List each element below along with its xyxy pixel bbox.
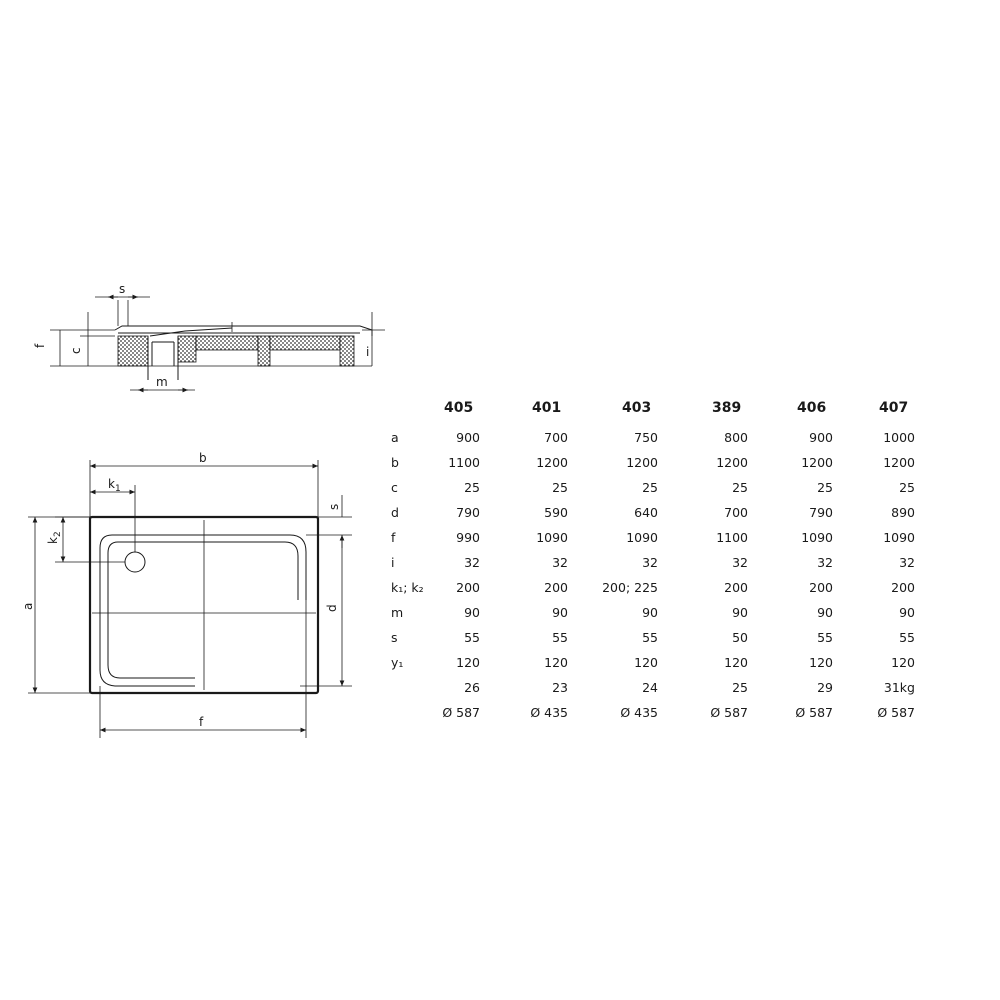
row-label-5: i xyxy=(391,555,395,570)
table-cell: 1090 xyxy=(536,530,568,545)
table-cell: 700 xyxy=(544,430,568,445)
plan-label-k1: $k_1$ xyxy=(108,477,121,494)
section-label-s: s xyxy=(119,282,126,296)
table-cell: 26 xyxy=(464,680,480,695)
table-cell: 200 xyxy=(809,580,833,595)
table-cell: 90 xyxy=(732,605,748,620)
section-label-f: f xyxy=(33,343,47,348)
table-cell: 32 xyxy=(817,555,833,570)
table-cell: 32 xyxy=(732,555,748,570)
dimension-table xyxy=(385,400,930,730)
table-cell: 120 xyxy=(891,655,915,670)
row-label-4: f xyxy=(391,530,396,545)
table-cell: 200 xyxy=(891,580,915,595)
table-cell: 1200 xyxy=(626,455,658,470)
table-cell: 55 xyxy=(464,630,480,645)
table-cell: 32 xyxy=(899,555,915,570)
table-cell: 800 xyxy=(724,430,748,445)
table-cell: 1000 xyxy=(883,430,915,445)
row-label-2: c xyxy=(391,480,398,495)
table-cell: 1100 xyxy=(716,530,748,545)
table-cell: 700 xyxy=(724,505,748,520)
table-cell: 200 xyxy=(544,580,568,595)
table-cell: 1200 xyxy=(716,455,748,470)
table-cell: Ø 435 xyxy=(530,705,568,720)
row-label-7: m xyxy=(391,605,404,620)
table-cell: 25 xyxy=(732,480,748,495)
table-cell: 90 xyxy=(817,605,833,620)
table-cell: Ø 435 xyxy=(620,705,658,720)
table-cell: 23 xyxy=(552,680,568,695)
table-cell: 790 xyxy=(456,505,480,520)
table-cell: 900 xyxy=(456,430,480,445)
table-cell: 200; 225 xyxy=(602,580,658,595)
plan-label-b: b xyxy=(199,451,207,465)
plan-label-f: f xyxy=(199,715,204,729)
table-cell: 1100 xyxy=(448,455,480,470)
model-header-5: 407 xyxy=(879,400,909,416)
table-cell: 90 xyxy=(552,605,568,620)
drain-hole xyxy=(125,552,145,572)
row-label-0: a xyxy=(391,430,399,445)
table-cell: 55 xyxy=(552,630,568,645)
table-cell: 120 xyxy=(544,655,568,670)
table-cell: 55 xyxy=(642,630,658,645)
row-label-1: b xyxy=(391,455,399,470)
table-cell: 55 xyxy=(899,630,915,645)
row-label-3: d xyxy=(391,505,399,520)
table-cell: 990 xyxy=(456,530,480,545)
row-label-6: k₁; k₂ xyxy=(391,580,424,595)
support-foam xyxy=(118,336,354,366)
section-label-i: i xyxy=(366,345,370,359)
table-cell: 32 xyxy=(464,555,480,570)
model-header-1: 401 xyxy=(532,400,562,416)
table-cell: Ø 587 xyxy=(710,705,748,720)
row-label-8: s xyxy=(391,630,398,645)
table-cell: 120 xyxy=(809,655,833,670)
table-cell: 24 xyxy=(642,680,658,695)
plan-label-s: s xyxy=(327,503,341,510)
table-cell: 25 xyxy=(642,480,658,495)
table-cell: 32 xyxy=(642,555,658,570)
table-cell: 29 xyxy=(817,680,833,695)
row-label-9: y₁ xyxy=(391,655,404,670)
table-cell: 1200 xyxy=(883,455,915,470)
table-cell: 90 xyxy=(899,605,915,620)
table-cell: 90 xyxy=(464,605,480,620)
table-cell: 120 xyxy=(456,655,480,670)
table-cell: 25 xyxy=(817,480,833,495)
table-cell: 1200 xyxy=(801,455,833,470)
model-header-0: 405 xyxy=(444,400,474,416)
table-cell: 25 xyxy=(552,480,568,495)
table-cell: 25 xyxy=(899,480,915,495)
table-cell: 900 xyxy=(809,430,833,445)
table-cell: 31kg xyxy=(883,680,915,695)
table-cell: 32 xyxy=(552,555,568,570)
table-cell: 1090 xyxy=(801,530,833,545)
table-cell: 590 xyxy=(544,505,568,520)
table-cell: 50 xyxy=(732,630,748,645)
cross-section xyxy=(33,282,385,390)
model-header-4: 406 xyxy=(797,400,827,416)
table-cell: 890 xyxy=(891,505,915,520)
table-cell: 1090 xyxy=(626,530,658,545)
table-cell: 120 xyxy=(634,655,658,670)
table-cell: 55 xyxy=(817,630,833,645)
table-cell: 1090 xyxy=(883,530,915,545)
table-cell: 640 xyxy=(634,505,658,520)
plan-label-k2: $k_2$ xyxy=(46,531,63,544)
table-cell: Ø 587 xyxy=(442,705,480,720)
table-cell: Ø 587 xyxy=(877,705,915,720)
table-cell: 750 xyxy=(634,430,658,445)
model-header-3: 389 xyxy=(712,400,742,416)
table-cell: 200 xyxy=(456,580,480,595)
plan-label-a: a xyxy=(21,602,35,610)
table-cell: 90 xyxy=(642,605,658,620)
section-label-m: m xyxy=(156,375,168,389)
table-cell: 790 xyxy=(809,505,833,520)
table-cell: 25 xyxy=(732,680,748,695)
table-cell: 120 xyxy=(724,655,748,670)
table-cell: Ø 587 xyxy=(795,705,833,720)
table-cell: 1200 xyxy=(536,455,568,470)
table-cell: 25 xyxy=(464,480,480,495)
table-cell: 200 xyxy=(724,580,748,595)
plan-view xyxy=(21,451,352,738)
plan-label-d: d xyxy=(325,604,339,612)
model-header-2: 403 xyxy=(622,400,652,416)
section-label-c: c xyxy=(69,347,83,354)
